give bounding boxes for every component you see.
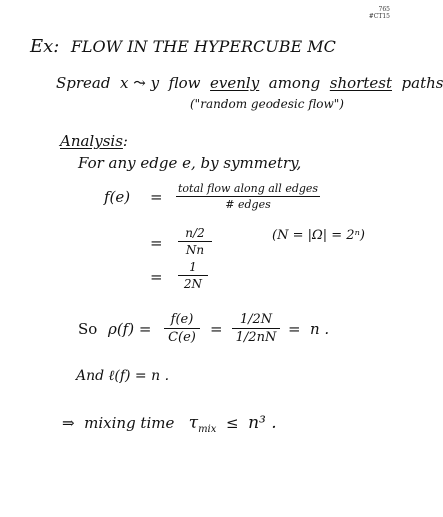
equals-sign: = [150, 234, 163, 252]
so-label: So [78, 320, 98, 338]
state-space-note: (N = |Ω| = 2ⁿ) [272, 228, 365, 243]
fraction-flow-over-capacity: $\frac{f(e)}{C(e)}$ [164, 312, 200, 345]
analysis-heading: Analysis: [60, 132, 128, 150]
equals-sign: = [288, 320, 301, 338]
fe-label: f(e) [104, 188, 131, 206]
fraction-total-flow: total flow along all edges # edges [178, 182, 319, 211]
fraction-half-N-over-half-nN: $\frac{1/2N}{1/2nN}$ [232, 312, 280, 345]
equals-sign: = [150, 268, 163, 286]
congestion-label: ρ(f) = [108, 320, 152, 338]
page-number-mark: 765 #CT15 [368, 6, 390, 20]
equals-sign: = [150, 188, 163, 206]
mixing-time-conclusion: ⇒ mixing time $\tau_{mix} \le n^3$ . [62, 413, 277, 435]
symmetry-line: For any edge e, by symmetry, [78, 154, 302, 172]
fraction-n-over-2: $\frac{n/2}{Nn}$ [178, 226, 212, 257]
example-title: Ex: FLOW IN THE HYPERCUBE MC [30, 36, 336, 57]
equals-sign: = [210, 320, 223, 338]
spread-statement: Spread x ⤳ y flow evenly among shortest paths [56, 74, 443, 92]
congestion-result: n . [310, 320, 330, 338]
fraction-one-over-2N: $\frac{1}{2N}$ [178, 260, 208, 291]
path-length-line: And ℓ(f) = n . [76, 368, 170, 384]
random-geodesic-flow-note: ("random geodesic flow") [190, 97, 344, 111]
